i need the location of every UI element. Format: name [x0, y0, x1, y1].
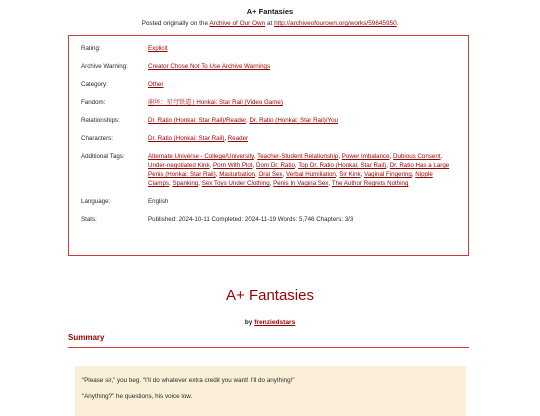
- freeform-tag-link[interactable]: Sir Kink: [339, 171, 361, 178]
- warning-tag-link[interactable]: Creator Chose Not To Use Archive Warnings: [148, 63, 271, 70]
- work-header: [0, 0, 540, 29]
- freeform-tag-link[interactable]: Oral Sex: [258, 171, 283, 178]
- meta-language-row: [81, 197, 456, 206]
- summary-divider: [68, 347, 469, 348]
- freeform-tag-link[interactable]: Penis In Vagina Sex: [273, 180, 329, 187]
- meta-label: Stats:: [81, 216, 97, 223]
- freeform-tag-link[interactable]: Alternate Universe - College/University: [148, 153, 254, 160]
- meta-label: Category:: [81, 81, 108, 88]
- meta-tags-row: [81, 152, 456, 188]
- summary-paragraph: “Anything?” he questions, his voice low.: [82, 393, 193, 400]
- work-url-link[interactable]: http://archiveofourown.org/works/59645950: [274, 20, 397, 27]
- meta-label: Archive Warning:: [81, 63, 128, 70]
- freeform-tag-link[interactable]: Power Imbalance: [341, 153, 390, 160]
- summary-box: [75, 366, 466, 416]
- freeform-tag-link[interactable]: Nipple Clamps: [148, 171, 433, 187]
- fandom-tag-link[interactable]: 崩坏：星穹铁道 | Honkai: Star Rail (Video Game): [148, 99, 283, 106]
- meta-label: Characters:: [81, 135, 113, 142]
- relationship-list: Dr. Ratio (Honkai: Star Rail)/Reader, Dr. Ratio (Honkai: Star Rail)/You: [148, 117, 338, 124]
- meta-rating-row: [81, 44, 456, 53]
- meta-stats-row: [81, 215, 456, 224]
- character-tag-link[interactable]: Reader: [227, 135, 249, 142]
- meta-characters-row: [81, 134, 456, 143]
- relationship-tag-link[interactable]: Dr. Ratio (Honkai: Star Rail)/Reader: [148, 117, 247, 124]
- freeform-tag-link[interactable]: Top Dr. Ratio (Honkai: Star Rail): [298, 162, 387, 169]
- meta-label: Rating:: [81, 45, 101, 52]
- meta-relationships-row: [81, 116, 456, 125]
- freeform-tag-link[interactable]: Porn With Plot: [213, 162, 253, 169]
- author-link[interactable]: frenziedstars: [254, 319, 296, 326]
- stats-value: Published: 2024-10-11 Completed: 2024-11-19 Words: 5,746 Chapters: 3/3: [148, 216, 354, 223]
- freeform-tag-link[interactable]: Verbal Humiliation: [285, 171, 336, 178]
- meta-category-row: [81, 80, 456, 89]
- freeform-tag-link[interactable]: The Author Regrets Nothing: [331, 180, 409, 187]
- language-value: English: [148, 198, 169, 205]
- summary-heading: Summary: [68, 333, 105, 342]
- freeform-tag-link[interactable]: Dubious Consent: [393, 153, 441, 160]
- freeform-tag-link[interactable]: Dom Dr. Ratio: [256, 162, 295, 169]
- freeform-tag-link[interactable]: Dr. Ratio Has a Large Penis (Honkai: Star Rail): [148, 162, 450, 178]
- meta-label: Fandom:: [81, 99, 106, 106]
- posted-prefix: Posted originally on the: [141, 20, 210, 27]
- freeform-tag-link[interactable]: Teacher-Student Relationship: [257, 153, 339, 160]
- posted-mid: at: [265, 20, 275, 27]
- meta-label: Language:: [81, 198, 111, 205]
- work-metadata-box: [68, 35, 469, 256]
- freeform-tag-link[interactable]: Vaginal Fingering: [364, 171, 412, 178]
- byline-prefix: by: [244, 319, 255, 326]
- posted-line: [0, 19, 540, 29]
- archive-link[interactable]: Archive of Our Own: [209, 20, 266, 27]
- summary-paragraph: “Please sir,” you beg. “I’ll do whatever extra credit you want! I’ll do anything!”: [82, 377, 295, 384]
- work-title: A+ Fantasies: [246, 7, 294, 16]
- story-title: A+ Fantasies: [226, 287, 314, 304]
- freeform-tag-list: Alternate Universe - College/University, Teacher-Student Relationship, Power Imbalance, Dubious Consent, Under-negotiated Kink, Porn With Plot, Dom Dr. Ratio, Top Dr. Ratio (Honkai: Star Rail), Dr. Ratio Has a Large Penis (Honkai: Star Rail), Masturbation, Oral Sex, Verbal Humiliation, Sir Kink, Vaginal Fingering, Nipple Clamps, Spanking, Sex Toys Under Clothing, Penis In Vagina Sex, The Author Regrets Nothing: [148, 153, 450, 187]
- meta-warning-row: [81, 62, 456, 71]
- category-tag-link[interactable]: Other: [148, 81, 164, 88]
- freeform-tag-link[interactable]: Spanking: [172, 180, 199, 187]
- meta-fandom-row: [81, 98, 456, 107]
- byline: [0, 318, 540, 327]
- meta-label: Additional Tags:: [81, 153, 125, 160]
- relationship-tag-link[interactable]: Dr. Ratio (Honkai: Star Rail)/You: [249, 117, 338, 124]
- character-list: Dr. Ratio (Honkai: Star Rail), Reader: [148, 135, 249, 142]
- freeform-tag-link[interactable]: Sex Toys Under Clothing: [201, 180, 270, 187]
- posted-suffix: .: [396, 20, 399, 27]
- freeform-tag-link[interactable]: Under-negotiated Kink: [148, 162, 210, 169]
- rating-tag-link[interactable]: Explicit: [148, 45, 168, 52]
- meta-label: Relationships:: [81, 117, 120, 124]
- freeform-tag-link[interactable]: Masturbation: [219, 171, 255, 178]
- character-tag-link[interactable]: Dr. Ratio (Honkai: Star Rail): [148, 135, 225, 142]
